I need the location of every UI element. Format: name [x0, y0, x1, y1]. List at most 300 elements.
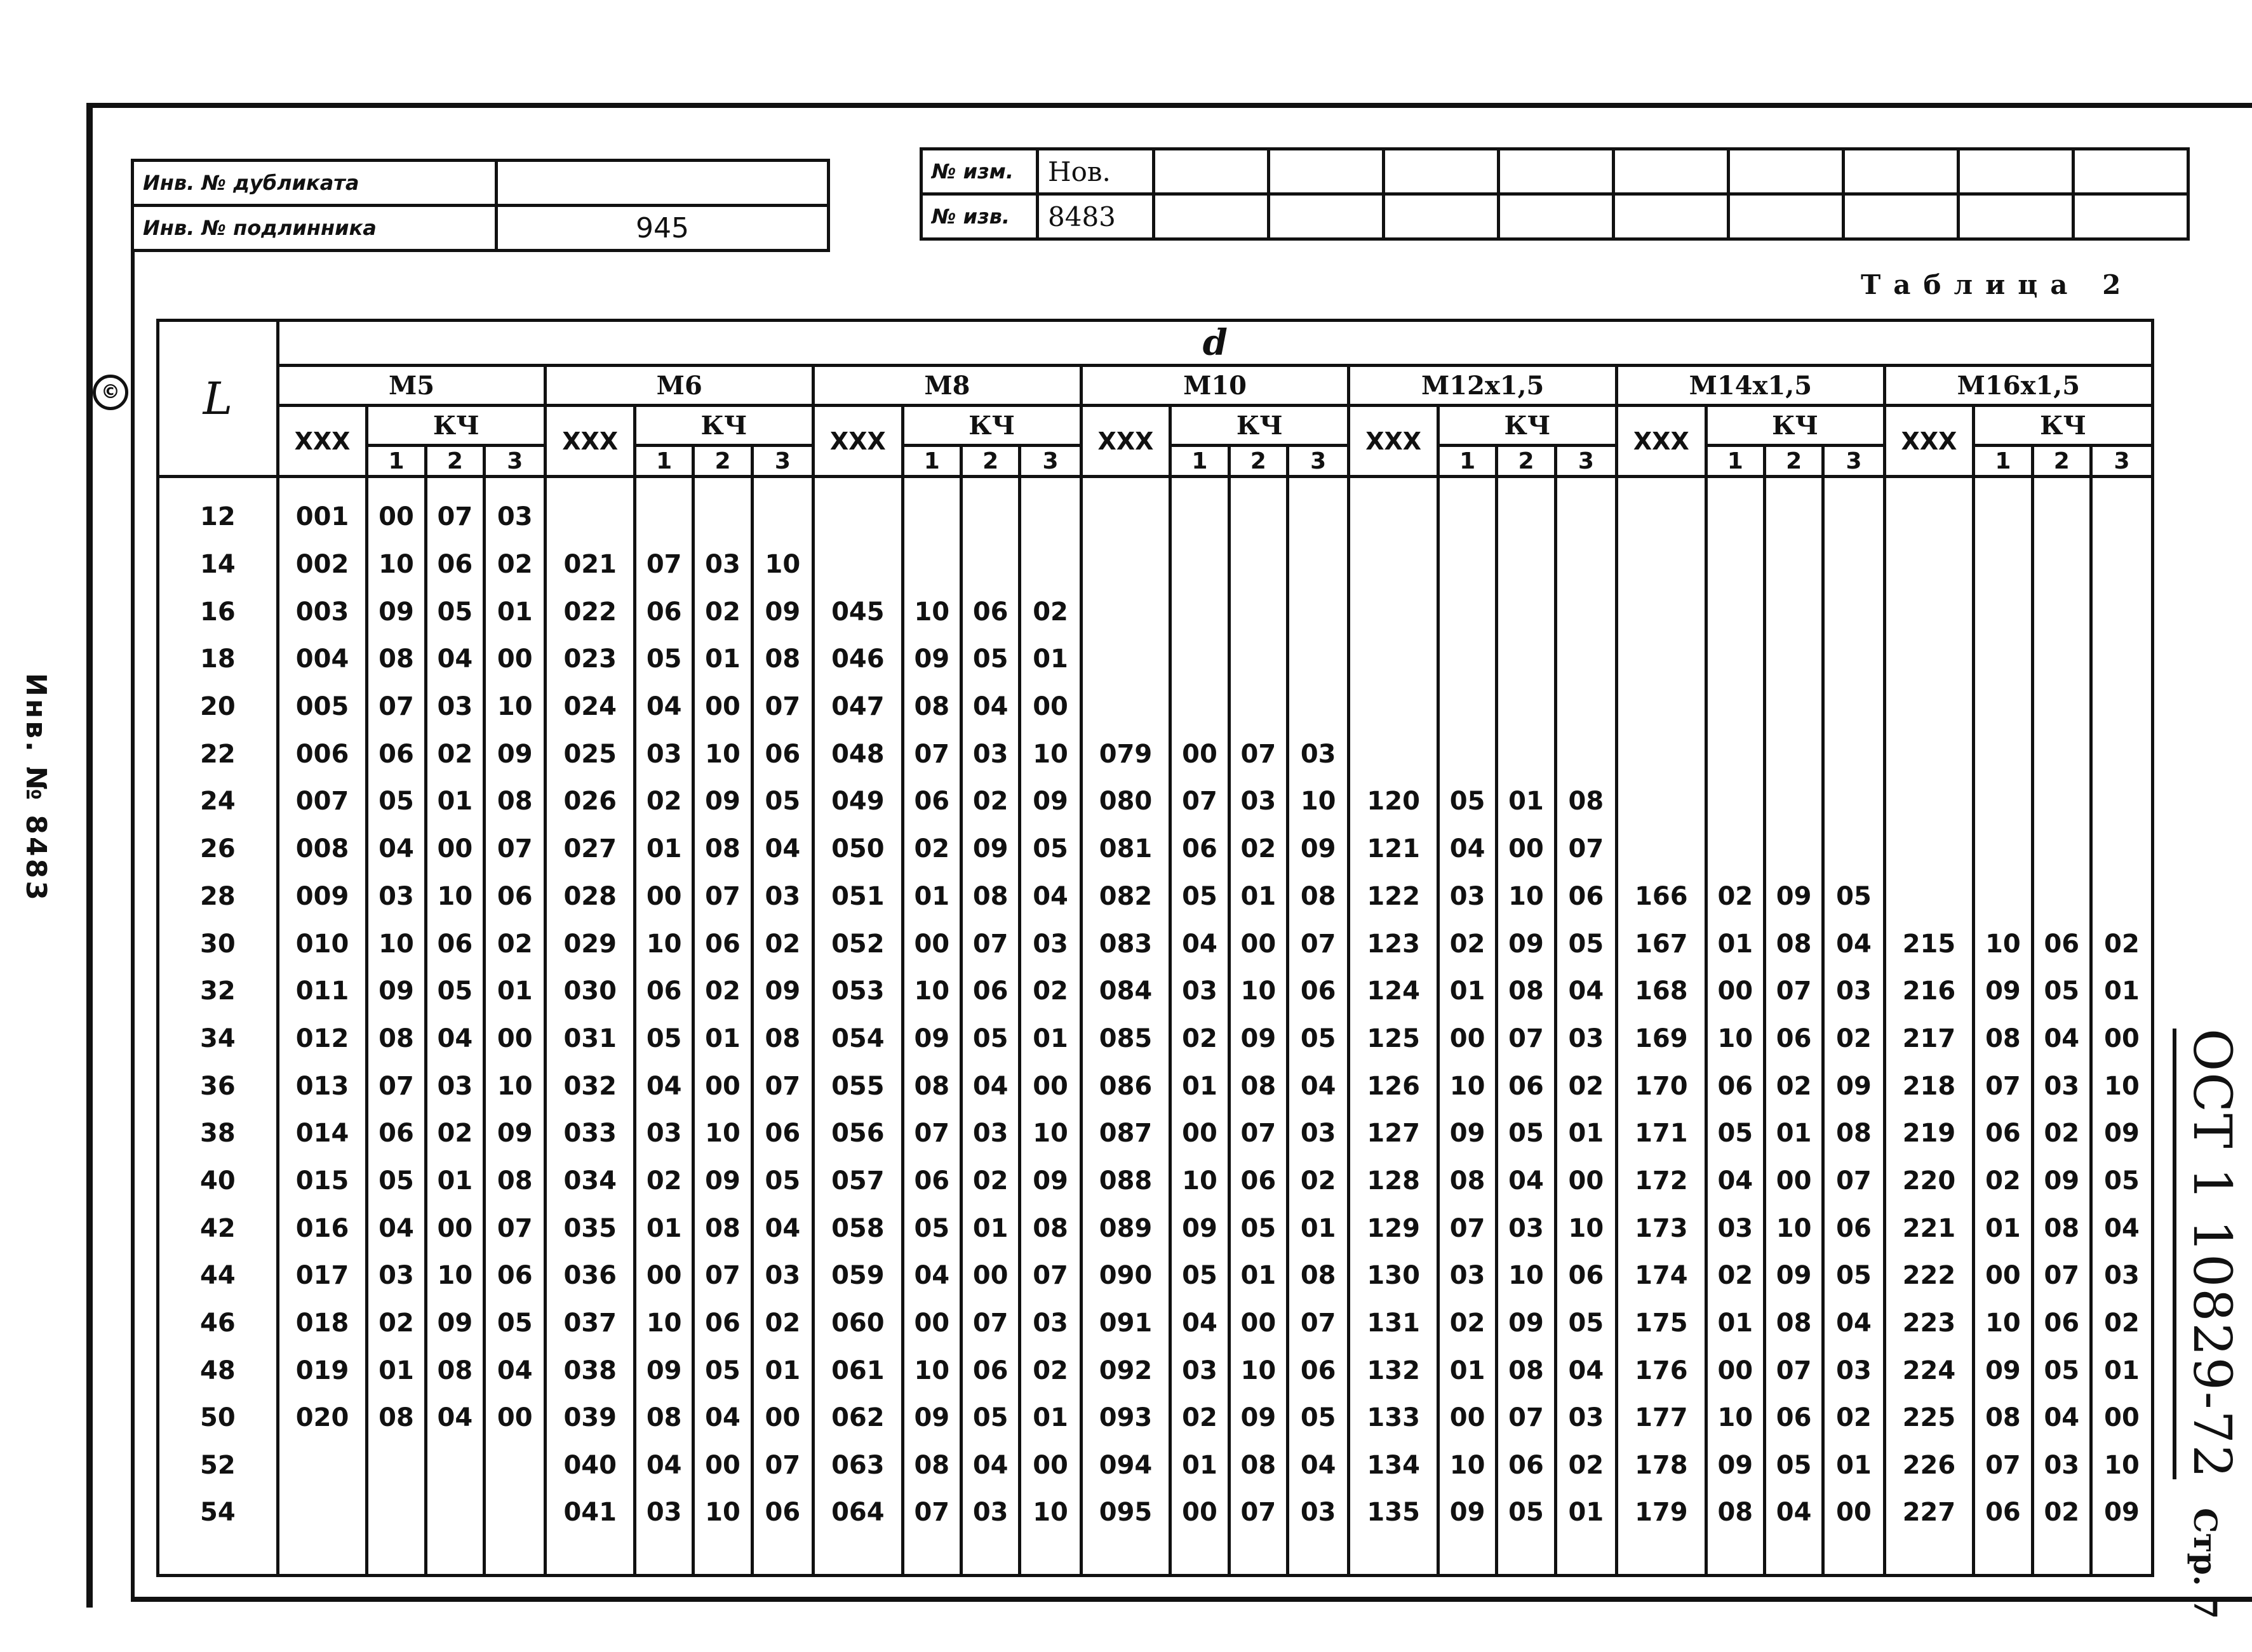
- kch-subcolumn-header: 1: [902, 446, 961, 477]
- kch-cell: 10: [1497, 1252, 1555, 1300]
- table-row: [158, 825, 2153, 873]
- xxx-cell: [1617, 825, 1706, 873]
- kch-cell: 04: [1170, 1300, 1229, 1347]
- xxx-cell: [1081, 636, 1170, 683]
- kch-cell: 00: [634, 873, 693, 921]
- kch-cell: 08: [694, 1204, 752, 1252]
- kch-cell: 00: [902, 920, 961, 968]
- xxx-cell: 023: [546, 636, 635, 683]
- kch-cell: [1229, 541, 1287, 589]
- xxx-cell: 084: [1081, 968, 1170, 1015]
- length-cell: 52: [158, 1442, 278, 1489]
- kch-cell: [1438, 493, 1496, 541]
- kch-cell: 01: [367, 1347, 426, 1394]
- kch-cell: 10: [1974, 920, 2032, 968]
- kch-header: КЧ: [1706, 406, 1884, 446]
- kch-cell: 01: [1288, 1204, 1349, 1252]
- kch-cell: 06: [634, 968, 693, 1015]
- kch-cell: [1823, 636, 1884, 683]
- kch-cell: 05: [1706, 1110, 1764, 1157]
- kch-cell: 07: [367, 683, 426, 731]
- xxx-cell: [1884, 825, 1974, 873]
- length-cell: 40: [158, 1157, 278, 1205]
- kch-cell: 04: [1288, 1442, 1349, 1489]
- kch-cell: [1706, 730, 1764, 778]
- kch-cell: 03: [1229, 778, 1287, 825]
- kch-cell: 02: [1823, 1015, 1884, 1063]
- kch-cell: 02: [634, 1157, 693, 1205]
- xxx-cell: 221: [1884, 1204, 1974, 1252]
- xxx-cell: 130: [1349, 1252, 1438, 1300]
- xxx-cell: 171: [1617, 1110, 1706, 1157]
- kch-cell: 02: [961, 1157, 1019, 1205]
- kch-cell: 09: [634, 1347, 693, 1394]
- kch-cell: [2091, 493, 2152, 541]
- kch-cell: 03: [752, 1252, 813, 1300]
- kch-cell: 05: [1170, 1252, 1229, 1300]
- kch-cell: 01: [1170, 1442, 1229, 1489]
- xxx-cell: 179: [1617, 1489, 1706, 1576]
- kch-cell: 10: [367, 920, 426, 968]
- kch-cell: 05: [1170, 873, 1229, 921]
- table-row: [158, 873, 2153, 921]
- length-cell: 14: [158, 541, 278, 589]
- xxx-cell: 224: [1884, 1347, 1974, 1394]
- kch-cell: 09: [1020, 1157, 1081, 1205]
- xxx-cell: 123: [1349, 920, 1438, 968]
- kch-cell: [1974, 636, 2032, 683]
- xxx-cell: 218: [1884, 1062, 1974, 1110]
- xxx-cell: [1884, 873, 1974, 921]
- kch-cell: 00: [2091, 1394, 2152, 1442]
- spacer-cell: [902, 477, 961, 494]
- kch-cell: [426, 1489, 484, 1576]
- kch-cell: 09: [367, 588, 426, 636]
- kch-cell: 00: [367, 493, 426, 541]
- kch-cell: 01: [1974, 1204, 2032, 1252]
- stamp-empty-cell: [1959, 149, 2074, 194]
- kch-cell: [1555, 541, 1616, 589]
- kch-cell: 04: [1823, 1300, 1884, 1347]
- kch-cell: 08: [1020, 1204, 1081, 1252]
- kch-cell: 04: [367, 825, 426, 873]
- kch-cell: 02: [1229, 825, 1287, 873]
- length-cell: 34: [158, 1015, 278, 1063]
- length-cell: 50: [158, 1394, 278, 1442]
- kch-cell: 08: [367, 1015, 426, 1063]
- xxx-header: ХХХ: [278, 406, 367, 477]
- kch-cell: [1170, 493, 1229, 541]
- kch-cell: [2091, 873, 2152, 921]
- kch-cell: 07: [1555, 825, 1616, 873]
- stamp-revision: [920, 147, 2190, 241]
- kch-cell: 05: [752, 1157, 813, 1205]
- kch-cell: [1823, 493, 1884, 541]
- kch-cell: 06: [694, 1300, 752, 1347]
- xxx-cell: 014: [278, 1110, 367, 1157]
- kch-cell: [1288, 541, 1349, 589]
- kch-cell: 03: [1706, 1204, 1764, 1252]
- xxx-cell: 222: [1884, 1252, 1974, 1300]
- kch-cell: 00: [1438, 1015, 1496, 1063]
- xxx-cell: [1884, 541, 1974, 589]
- kch-cell: 06: [1764, 1015, 1823, 1063]
- xxx-cell: 053: [814, 968, 903, 1015]
- kch-cell: 10: [1288, 778, 1349, 825]
- kch-cell: [2091, 541, 2152, 589]
- kch-cell: 03: [961, 1489, 1019, 1576]
- kch-subcolumn-header: 2: [961, 446, 1019, 477]
- kch-cell: 01: [1706, 1300, 1764, 1347]
- kch-cell: [2032, 730, 2091, 778]
- thread-size-header: M10: [1081, 366, 1349, 406]
- xxx-cell: [1884, 588, 1974, 636]
- xxx-cell: 090: [1081, 1252, 1170, 1300]
- xxx-header: ХХХ: [1081, 406, 1170, 477]
- xxx-cell: 015: [278, 1157, 367, 1205]
- thread-size-header: M8: [814, 366, 1082, 406]
- kch-cell: [1229, 588, 1287, 636]
- spacer-cell: [1170, 477, 1229, 494]
- kch-cell: 03: [1020, 1300, 1081, 1347]
- kch-cell: 03: [634, 1489, 693, 1576]
- kch-cell: 08: [1764, 920, 1823, 968]
- kch-cell: [1764, 730, 1823, 778]
- kch-cell: [2032, 588, 2091, 636]
- kch-cell: 09: [1974, 1347, 2032, 1394]
- frame-left-line: [86, 103, 93, 1608]
- header-row-sizes: [158, 366, 2153, 406]
- length-cell: 46: [158, 1300, 278, 1347]
- kch-cell: 10: [694, 730, 752, 778]
- xxx-cell: 055: [814, 1062, 903, 1110]
- kch-cell: 06: [1288, 968, 1349, 1015]
- length-cell: 18: [158, 636, 278, 683]
- xxx-cell: 227: [1884, 1489, 1974, 1576]
- kch-cell: 04: [634, 683, 693, 731]
- xxx-cell: 022: [546, 588, 635, 636]
- kch-cell: 05: [902, 1204, 961, 1252]
- kch-cell: 08: [1974, 1394, 2032, 1442]
- kch-subcolumn-header: 2: [1497, 446, 1555, 477]
- kch-cell: 10: [902, 588, 961, 636]
- kch-cell: 01: [1229, 873, 1287, 921]
- kch-header: КЧ: [1438, 406, 1616, 446]
- kch-cell: 07: [1497, 1015, 1555, 1063]
- stamp-empty-cell: [2074, 194, 2188, 239]
- spacer-cell: [1617, 477, 1706, 494]
- xxx-cell: 033: [546, 1110, 635, 1157]
- kch-cell: [1170, 636, 1229, 683]
- kch-cell: 08: [1706, 1489, 1764, 1576]
- xxx-cell: 176: [1617, 1347, 1706, 1394]
- xxx-cell: 005: [278, 683, 367, 731]
- kch-cell: 08: [1288, 1252, 1349, 1300]
- kch-subcolumn-header: 2: [1764, 446, 1823, 477]
- kch-cell: [485, 1489, 546, 1576]
- kch-cell: 01: [694, 636, 752, 683]
- kch-cell: [1288, 588, 1349, 636]
- kch-cell: 03: [961, 1110, 1019, 1157]
- kch-cell: 00: [1706, 968, 1764, 1015]
- kch-cell: 00: [961, 1252, 1019, 1300]
- kch-cell: 09: [902, 1394, 961, 1442]
- kch-cell: 10: [1706, 1394, 1764, 1442]
- kch-cell: 04: [961, 1062, 1019, 1110]
- stamp-empty-cell: [1729, 194, 1844, 239]
- kch-cell: 00: [1170, 730, 1229, 778]
- length-cell: 26: [158, 825, 278, 873]
- xxx-cell: 029: [546, 920, 635, 968]
- xxx-cell: 003: [278, 588, 367, 636]
- kch-cell: 10: [485, 1062, 546, 1110]
- kch-cell: 03: [426, 683, 484, 731]
- kch-cell: 06: [1555, 1252, 1616, 1300]
- kch-cell: 06: [2032, 1300, 2091, 1347]
- stamp-empty-cell: [1499, 149, 1614, 194]
- kch-cell: 07: [1229, 1489, 1287, 1576]
- length-cell: 36: [158, 1062, 278, 1110]
- kch-cell: 01: [961, 1204, 1019, 1252]
- stamp-inventory: [131, 159, 830, 252]
- kch-cell: [1764, 683, 1823, 731]
- kch-cell: [2032, 541, 2091, 589]
- xxx-cell: 040: [546, 1442, 635, 1489]
- kch-cell: 04: [426, 1015, 484, 1063]
- kch-cell: 09: [1497, 1300, 1555, 1347]
- kch-cell: [1764, 493, 1823, 541]
- kch-cell: 00: [1497, 825, 1555, 873]
- kch-cell: [367, 1489, 426, 1576]
- kch-cell: 01: [694, 1015, 752, 1063]
- xxx-cell: [278, 1489, 367, 1576]
- kch-cell: 08: [2032, 1204, 2091, 1252]
- kch-cell: 04: [752, 1204, 813, 1252]
- xxx-cell: 166: [1617, 873, 1706, 921]
- kch-cell: 04: [1764, 1489, 1823, 1576]
- xxx-cell: 019: [278, 1347, 367, 1394]
- kch-cell: [1438, 541, 1496, 589]
- document-code-block: [2182, 1029, 2242, 1619]
- kch-cell: 04: [1170, 920, 1229, 968]
- kch-cell: 10: [1764, 1204, 1823, 1252]
- kch-cell: 10: [1974, 1300, 2032, 1347]
- kch-cell: 08: [426, 1347, 484, 1394]
- xxx-cell: 093: [1081, 1394, 1170, 1442]
- kch-cell: 01: [1706, 920, 1764, 968]
- kch-cell: 07: [1170, 778, 1229, 825]
- kch-cell: 09: [485, 730, 546, 778]
- kch-cell: 09: [1764, 873, 1823, 921]
- kch-cell: 01: [1229, 1252, 1287, 1300]
- kch-header: КЧ: [902, 406, 1081, 446]
- kch-cell: 02: [902, 825, 961, 873]
- xxx-cell: 041: [546, 1489, 635, 1576]
- kch-cell: 08: [752, 636, 813, 683]
- kch-cell: [1170, 588, 1229, 636]
- kch-cell: 08: [902, 1442, 961, 1489]
- document-code: ОСТ 1 10829-72: [2173, 1029, 2242, 1479]
- stamp-empty-cell: [1154, 149, 1269, 194]
- kch-cell: 07: [1229, 1110, 1287, 1157]
- kch-cell: 03: [2032, 1442, 2091, 1489]
- kch-cell: 00: [1974, 1252, 2032, 1300]
- kch-subcolumn-header: 1: [367, 446, 426, 477]
- kch-cell: 08: [1497, 968, 1555, 1015]
- xxx-cell: 085: [1081, 1015, 1170, 1063]
- kch-cell: 05: [1020, 825, 1081, 873]
- kch-cell: 06: [1823, 1204, 1884, 1252]
- kch-cell: [2032, 825, 2091, 873]
- kch-cell: [1438, 683, 1496, 731]
- kch-subcolumn-header: 1: [634, 446, 693, 477]
- kch-cell: 04: [961, 1442, 1019, 1489]
- kch-cell: [2032, 683, 2091, 731]
- kch-cell: 01: [1020, 1015, 1081, 1063]
- kch-cell: [1020, 493, 1081, 541]
- kch-subcolumn-header: 2: [1229, 446, 1287, 477]
- kch-cell: 04: [961, 683, 1019, 731]
- kch-cell: 08: [1823, 1110, 1884, 1157]
- kch-cell: 04: [1555, 1347, 1616, 1394]
- kch-cell: [1288, 636, 1349, 683]
- spacer-cell: [1555, 477, 1616, 494]
- kch-cell: [1764, 778, 1823, 825]
- kch-cell: 07: [1764, 1347, 1823, 1394]
- kch-cell: 03: [1288, 1489, 1349, 1576]
- spacer-cell: [814, 477, 903, 494]
- kch-cell: 09: [902, 636, 961, 683]
- xxx-cell: [1349, 683, 1438, 731]
- kch-cell: 01: [752, 1347, 813, 1394]
- kch-cell: 05: [1555, 1300, 1616, 1347]
- kch-cell: 04: [1497, 1157, 1555, 1205]
- kch-cell: 03: [2032, 1062, 2091, 1110]
- kch-cell: 06: [2032, 920, 2091, 968]
- length-cell: 16: [158, 588, 278, 636]
- kch-cell: 02: [1020, 588, 1081, 636]
- spacer-cell: [1974, 477, 2032, 494]
- kch-cell: 00: [1706, 1347, 1764, 1394]
- xxx-cell: 020: [278, 1394, 367, 1442]
- stamp-row: [133, 206, 829, 251]
- kch-cell: 03: [1555, 1394, 1616, 1442]
- kch-cell: [1555, 730, 1616, 778]
- kch-cell: 04: [1706, 1157, 1764, 1205]
- kch-subcolumn-header: 3: [1555, 446, 1616, 477]
- kch-cell: 09: [1497, 920, 1555, 968]
- stamp-value: [497, 161, 829, 206]
- kch-cell: 05: [1823, 873, 1884, 921]
- kch-cell: 06: [902, 778, 961, 825]
- kch-cell: [1497, 588, 1555, 636]
- stamp-label: № изм.: [922, 149, 1038, 194]
- xxx-cell: [1617, 730, 1706, 778]
- length-cell: 54: [158, 1489, 278, 1576]
- kch-cell: [1497, 683, 1555, 731]
- kch-cell: 00: [1764, 1157, 1823, 1205]
- kch-cell: 09: [902, 1015, 961, 1063]
- kch-cell: 07: [1288, 920, 1349, 968]
- xxx-cell: 037: [546, 1300, 635, 1347]
- kch-cell: 06: [1497, 1442, 1555, 1489]
- kch-cell: 05: [1497, 1110, 1555, 1157]
- kch-cell: 10: [1229, 968, 1287, 1015]
- kch-cell: 04: [902, 1252, 961, 1300]
- kch-cell: 03: [1170, 1347, 1229, 1394]
- xxx-cell: 170: [1617, 1062, 1706, 1110]
- spacer-cell: [694, 477, 752, 494]
- kch-cell: 02: [2032, 1110, 2091, 1157]
- kch-cell: [902, 493, 961, 541]
- stamp-empty-cell: [1614, 194, 1729, 239]
- kch-subcolumn-header: 3: [1823, 446, 1884, 477]
- kch-cell: 02: [1555, 1062, 1616, 1110]
- kch-cell: [2091, 730, 2152, 778]
- kch-cell: 02: [1438, 1300, 1496, 1347]
- xxx-cell: 046: [814, 636, 903, 683]
- kch-cell: [1706, 825, 1764, 873]
- kch-cell: 10: [1555, 1204, 1616, 1252]
- xxx-cell: 173: [1617, 1204, 1706, 1252]
- kch-cell: 02: [1764, 1062, 1823, 1110]
- xxx-cell: 056: [814, 1110, 903, 1157]
- stamp-empty-cell: [1499, 194, 1614, 239]
- kch-cell: 10: [426, 873, 484, 921]
- kch-cell: [2091, 825, 2152, 873]
- kch-cell: [1974, 873, 2032, 921]
- kch-cell: 08: [1555, 778, 1616, 825]
- kch-cell: [1288, 683, 1349, 731]
- kch-cell: 00: [1823, 1489, 1884, 1576]
- kch-cell: 06: [1229, 1157, 1287, 1205]
- kch-cell: 10: [1020, 730, 1081, 778]
- xxx-cell: 007: [278, 778, 367, 825]
- kch-cell: 06: [1974, 1110, 2032, 1157]
- kch-cell: [426, 1442, 484, 1489]
- kch-cell: 00: [1170, 1110, 1229, 1157]
- table-row: [158, 1062, 2153, 1110]
- spacer-cell: [1764, 477, 1823, 494]
- kch-cell: 06: [1170, 825, 1229, 873]
- xxx-cell: [1081, 588, 1170, 636]
- kch-cell: 10: [1497, 873, 1555, 921]
- kch-cell: 04: [367, 1204, 426, 1252]
- length-cell: 32: [158, 968, 278, 1015]
- kch-cell: 01: [1170, 1062, 1229, 1110]
- xxx-cell: 010: [278, 920, 367, 968]
- spacer-cell: [158, 477, 278, 494]
- kch-cell: 09: [2032, 1157, 2091, 1205]
- length-cell: 44: [158, 1252, 278, 1300]
- kch-cell: 06: [752, 1110, 813, 1157]
- kch-cell: [1497, 541, 1555, 589]
- xxx-cell: [1617, 683, 1706, 731]
- xxx-header: ХХХ: [814, 406, 903, 477]
- kch-cell: 04: [2032, 1394, 2091, 1442]
- kch-cell: [1764, 541, 1823, 589]
- table-row: [158, 683, 2153, 731]
- stamp-empty-cell: [1959, 194, 2074, 239]
- xxx-cell: 050: [814, 825, 903, 873]
- kch-cell: 10: [1020, 1489, 1081, 1576]
- table-row: [158, 1110, 2153, 1157]
- kch-cell: 01: [485, 968, 546, 1015]
- kch-subcolumn-header: 2: [426, 446, 484, 477]
- kch-cell: [1497, 493, 1555, 541]
- kch-cell: 01: [1020, 636, 1081, 683]
- xxx-cell: 225: [1884, 1394, 1974, 1442]
